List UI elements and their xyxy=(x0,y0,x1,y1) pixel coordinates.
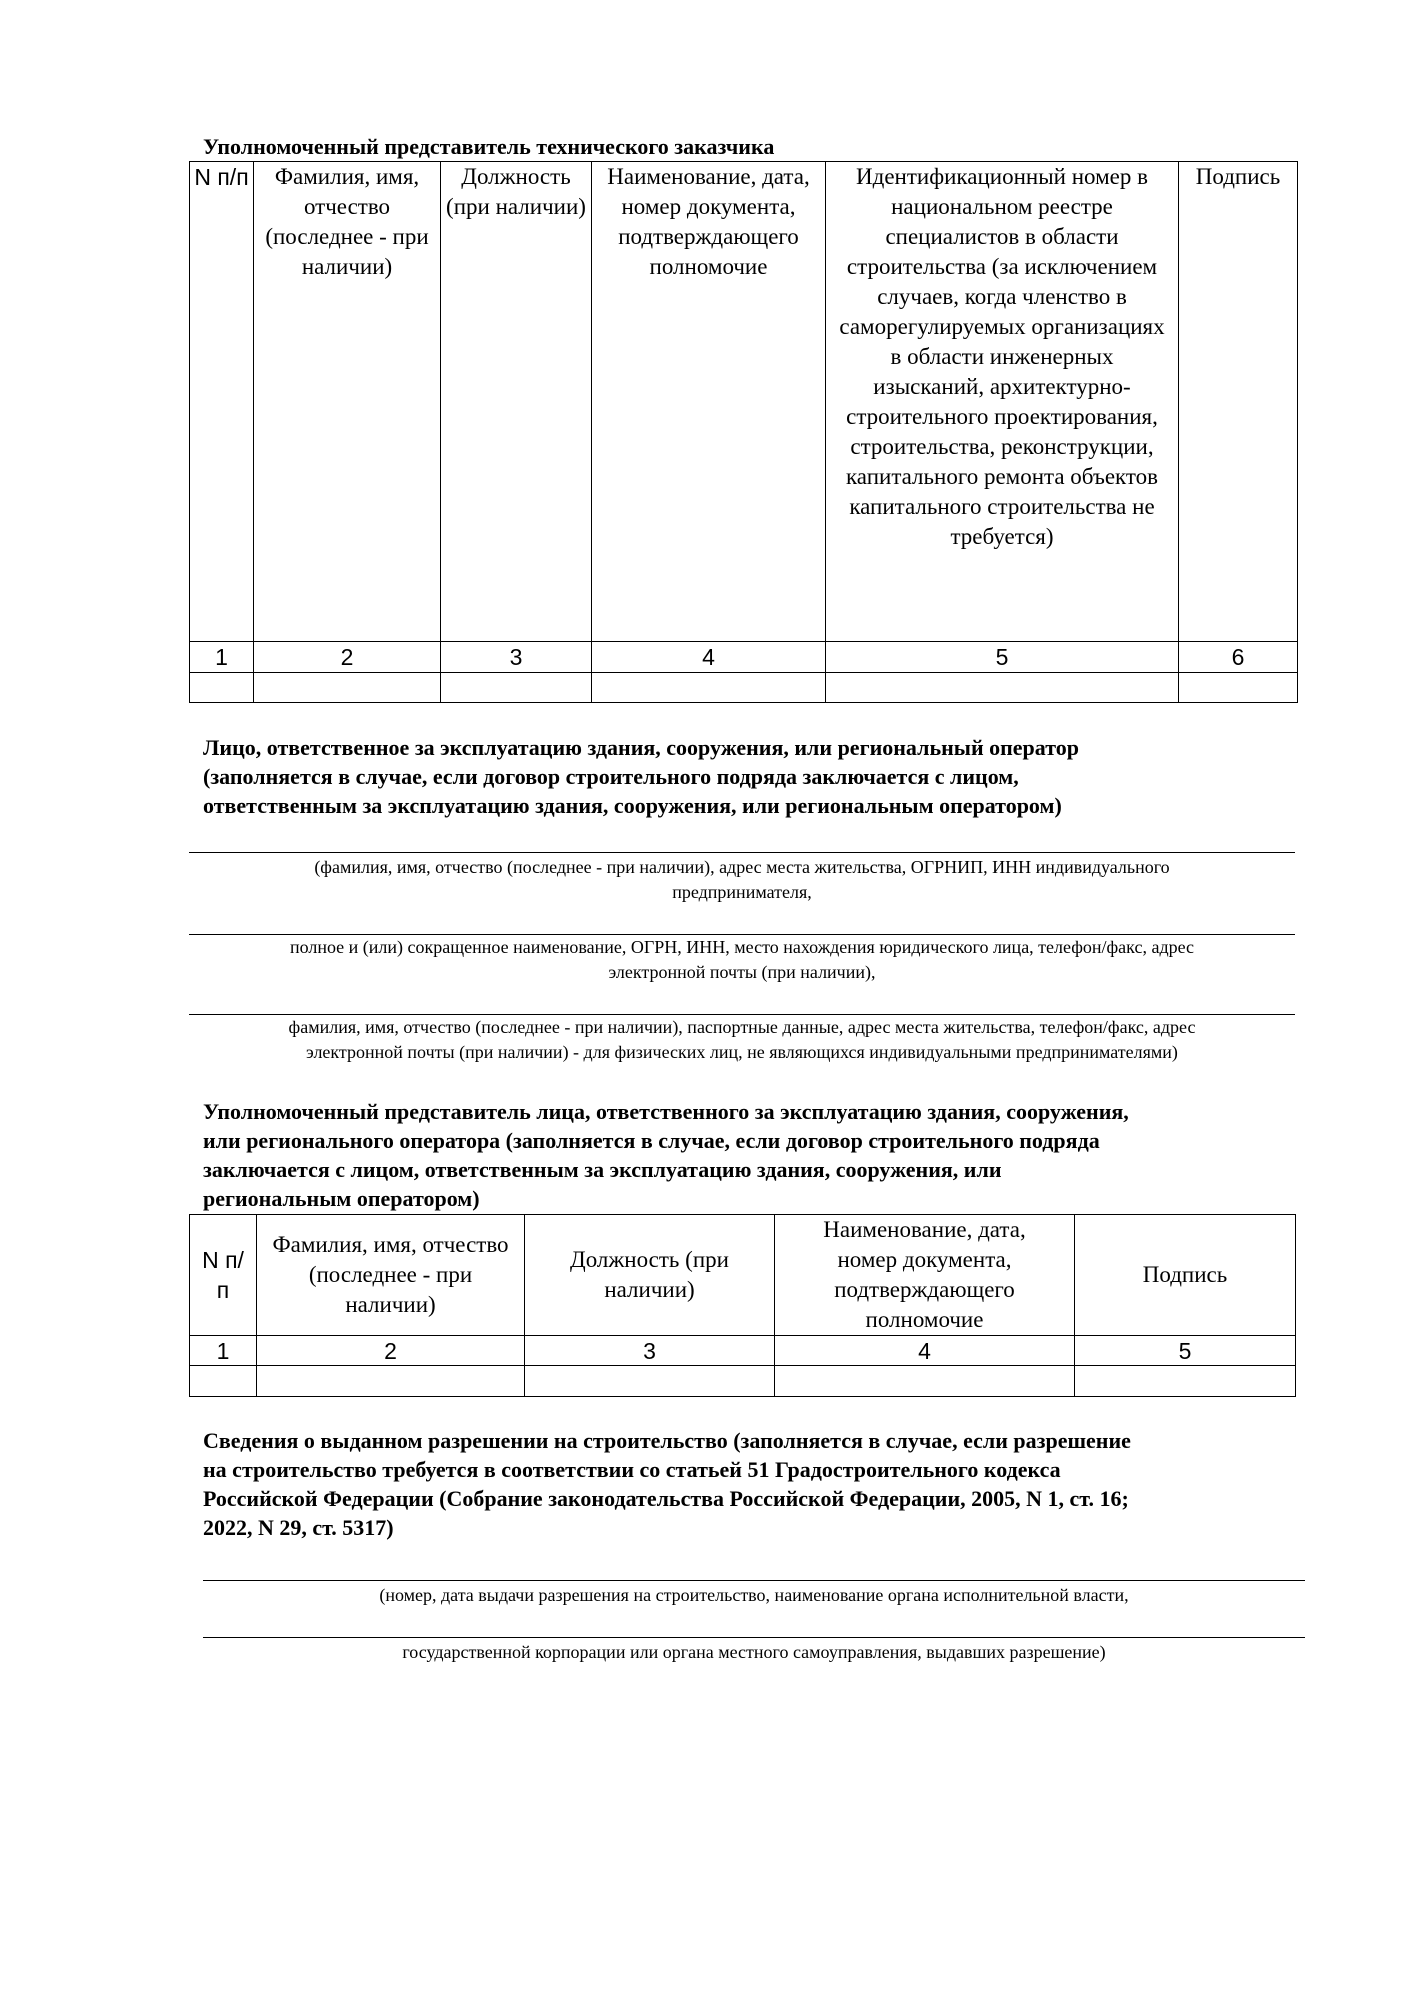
empty-cell[interactable] xyxy=(775,1366,1075,1397)
empty-cell[interactable] xyxy=(190,1366,257,1397)
caption-line: электронной почты (при наличии) - для физических лиц, не являющихся индивидуальными предпринимателями) xyxy=(306,1042,1178,1062)
empty-cell[interactable] xyxy=(1075,1366,1296,1397)
column-number: 3 xyxy=(441,642,592,673)
column-numbers-row xyxy=(190,642,1298,673)
column-number: 2 xyxy=(257,1336,525,1366)
column-number: 1 xyxy=(190,642,254,673)
column-header-number: N п/п xyxy=(190,162,254,642)
heading-line: Уполномоченный представитель лица, ответственного за эксплуатацию здания, сооружения, xyxy=(203,1099,1129,1124)
field-caption xyxy=(189,1015,1295,1065)
fill-in-line[interactable] xyxy=(203,1580,1305,1581)
heading-line: региональным оператором) xyxy=(203,1186,480,1211)
column-header-registry-id: Идентификационный номер в национальном реестре специалистов в области строительства (за исключением случаев, когда членство в саморегулируемых организациях в области инженерных изысканий, архитектурно-строительного проектирования, строительства, реконструкции, капитального ремонта объектов капитального строительства не требуется) xyxy=(826,162,1179,642)
heading-line: ответственным за эксплуатацию здания, сооружения, или региональным оператором) xyxy=(203,793,1062,818)
empty-cell[interactable] xyxy=(190,673,254,703)
column-header-full-name: Фамилия, имя, отчество (последнее - при наличии) xyxy=(257,1215,525,1336)
empty-cell[interactable] xyxy=(254,673,441,703)
caption-line: электронной почты (при наличии), xyxy=(608,962,876,982)
column-header-signature: Подпись xyxy=(1179,162,1298,642)
column-header-position: Должность (при наличии) xyxy=(441,162,592,642)
column-header-position: Должность (при наличии) xyxy=(525,1215,775,1336)
empty-cell[interactable] xyxy=(441,673,592,703)
table-header-row xyxy=(190,1215,1296,1336)
field-caption xyxy=(189,855,1295,905)
column-numbers-row xyxy=(190,1336,1296,1366)
column-header-authority-document: Наименование, дата, номер документа, подтверждающего полномочие xyxy=(775,1215,1075,1336)
fill-in-line[interactable] xyxy=(203,1637,1305,1638)
column-header-authority-document: Наименование, дата, номер документа, подтверждающего полномочие xyxy=(592,162,826,642)
field-caption: (номер, дата выдачи разрешения на строительство, наименование органа исполнительной власти, xyxy=(379,1585,1129,1605)
technical-customer-table xyxy=(189,161,1298,703)
table-header-row xyxy=(190,162,1298,642)
table-row xyxy=(190,673,1298,703)
column-number: 3 xyxy=(525,1336,775,1366)
column-header-signature: Подпись xyxy=(1075,1215,1296,1336)
column-number: 5 xyxy=(826,642,1179,673)
section-heading-construction-permit xyxy=(203,1426,1131,1542)
column-number: 2 xyxy=(254,642,441,673)
column-number: 6 xyxy=(1179,642,1298,673)
empty-cell[interactable] xyxy=(257,1366,525,1397)
heading-line: Российской Федерации (Собрание законодательства Российской Федерации, 2005, N 1, ст. 16; xyxy=(203,1486,1129,1511)
heading-line: Сведения о выданном разрешении на строительство (заполняется в случае, если разрешение xyxy=(203,1428,1131,1453)
section-heading-operator-representative xyxy=(203,1097,1129,1213)
empty-cell[interactable] xyxy=(826,673,1179,703)
table-row xyxy=(190,1366,1296,1397)
caption-line: фамилия, имя, отчество (последнее - при наличии), паспортные данные, адрес места жительства, телефон/факс, адрес xyxy=(288,1017,1196,1037)
caption-line: (фамилия, имя, отчество (последнее - при наличии), адрес места жительства, ОГРНИП, ИНН индивидуального xyxy=(314,857,1170,877)
empty-cell[interactable] xyxy=(592,673,826,703)
heading-line: заключается с лицом, ответственным за эксплуатацию здания, сооружения, или xyxy=(203,1157,1002,1182)
heading-line: или регионального оператора (заполняется в случае, если договор строительного подряда xyxy=(203,1128,1100,1153)
empty-cell[interactable] xyxy=(525,1366,775,1397)
caption-line: полное и (или) сокращенное наименование, ОГРН, ИНН, место нахождения юридического лица, телефон/факс, адрес xyxy=(289,937,1195,957)
column-number: 4 xyxy=(775,1336,1075,1366)
heading-line: на строительство требуется в соответствии со статьей 51 Градостроительного кодекса xyxy=(203,1457,1061,1482)
column-number: 1 xyxy=(190,1336,257,1366)
column-header-number: N п/п xyxy=(190,1215,257,1336)
column-number: 5 xyxy=(1075,1336,1296,1366)
heading-line: 2022, N 29, ст. 5317) xyxy=(203,1515,394,1540)
section-heading-operator xyxy=(203,733,1079,820)
heading-line: Лицо, ответственное за эксплуатацию здания, сооружения, или региональный оператор xyxy=(203,735,1079,760)
operator-representative-table xyxy=(189,1214,1296,1397)
caption-line: предпринимателя, xyxy=(672,882,812,902)
empty-cell[interactable] xyxy=(1179,673,1298,703)
heading-line: (заполняется в случае, если договор строительного подряда заключается с лицом, xyxy=(203,764,1019,789)
field-caption: государственной корпорации или органа местного самоуправления, выдавших разрешение) xyxy=(402,1642,1106,1662)
column-number: 4 xyxy=(592,642,826,673)
column-header-full-name: Фамилия, имя, отчество (последнее - при наличии) xyxy=(254,162,441,642)
field-caption xyxy=(189,935,1295,985)
fill-in-line[interactable] xyxy=(189,852,1295,853)
section-heading-technical-customer: Уполномоченный представитель технического заказчика xyxy=(203,134,775,159)
